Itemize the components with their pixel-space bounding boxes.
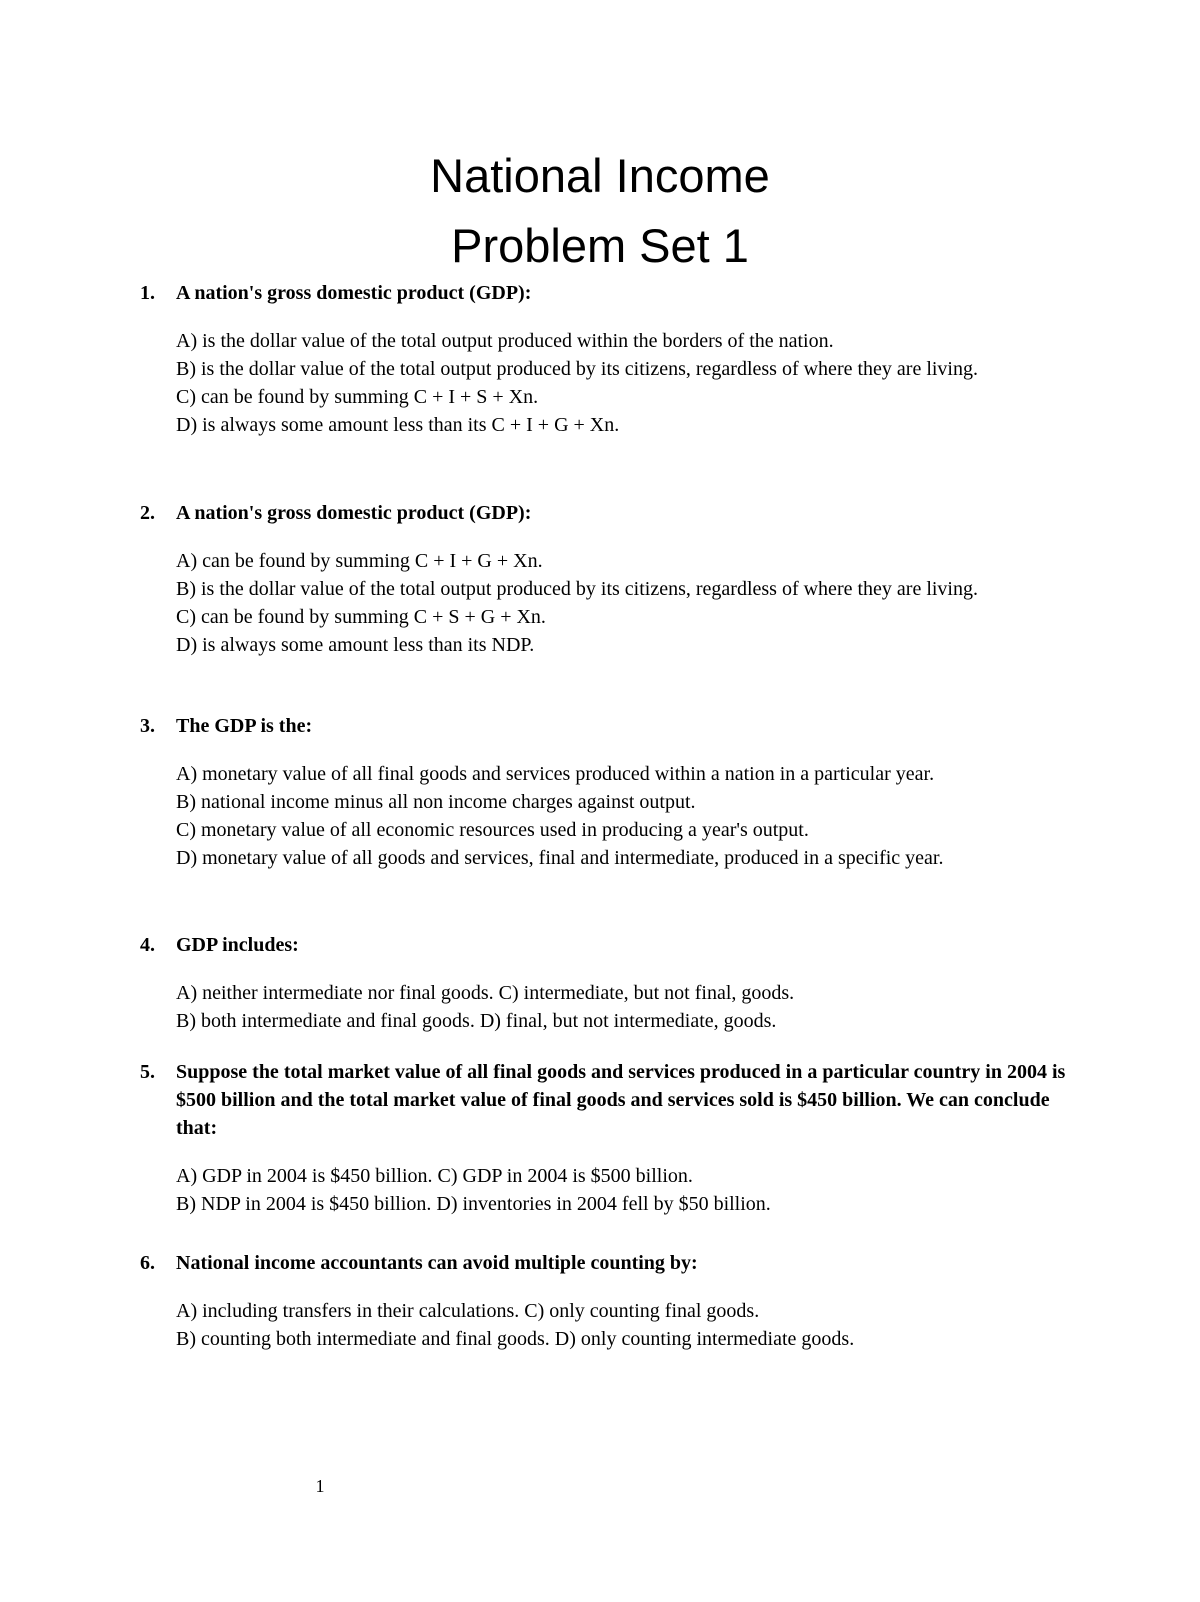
page-number: 1 (315, 1476, 325, 1496)
answer-option-d: D) monetary value of all goods and services, final and intermediate, produced in a specific year. (176, 847, 944, 869)
answer-options (140, 547, 1080, 659)
answer-options (140, 327, 1080, 439)
answer-option-c: C) can be found by summing C + I + S + Xn. (176, 386, 539, 408)
question-prompt: National income accountants can avoid multiple counting by: (176, 1252, 698, 1274)
question-number: 4. (140, 934, 155, 956)
question-number: 5. (140, 1061, 155, 1083)
question-3 (140, 712, 1080, 872)
answer-option-c: C) monetary value of all economic resources used in producing a year's output. (176, 819, 809, 841)
answer-options (140, 1297, 1080, 1353)
question-5 (140, 1058, 1080, 1218)
answer-option-a: A) monetary value of all final goods and services produced within a nation in a particular year. (176, 763, 935, 785)
question-4 (140, 931, 1080, 1035)
answer-option-bd: B) NDP in 2004 is $450 billion. D) inventories in 2004 fell by $50 billion. (176, 1193, 771, 1215)
answer-option-bd: B) counting both intermediate and final goods. D) only counting intermediate goods. (176, 1328, 855, 1350)
answer-option-ac: A) neither intermediate nor final goods. C) intermediate, but not final, goods. (176, 982, 795, 1004)
question-prompt: A nation's gross domestic product (GDP): (176, 282, 532, 304)
answer-option-ac: A) GDP in 2004 is $450 billion. C) GDP in 2004 is $500 billion. (176, 1165, 693, 1187)
answer-option-a: A) is the dollar value of the total output produced within the borders of the nation. (176, 330, 834, 352)
answer-option-b: B) is the dollar value of the total output produced by its citizens, regardless of where they are living. (176, 578, 978, 600)
answer-options (140, 1162, 1080, 1218)
answer-option-b: B) national income minus all non income charges against output. (176, 791, 696, 813)
question-2 (140, 499, 1080, 659)
question-number: 6. (140, 1252, 155, 1274)
question-number: 2. (140, 502, 155, 524)
question-prompt: GDP includes: (176, 934, 299, 956)
answer-option-a: A) can be found by summing C + I + G + Xn. (176, 550, 543, 572)
document-title: National Income (430, 149, 770, 202)
answer-option-ac: A) including transfers in their calculations. C) only counting final goods. (176, 1300, 760, 1322)
answer-options (140, 760, 1080, 872)
answer-option-d: D) is always some amount less than its NDP. (176, 634, 535, 656)
question-prompt: The GDP is the: (176, 715, 313, 737)
question-6 (140, 1249, 1080, 1353)
document-subtitle: Problem Set 1 (451, 219, 749, 272)
question-prompt: Suppose the total market value of all final goods and services produced in a particular country in 2004 is $500 billion and the total market value of final goods and services sold is $450 billion. We can conclude that: (176, 1061, 1066, 1139)
answer-option-bd: B) both intermediate and final goods. D) final, but not intermediate, goods. (176, 1010, 777, 1032)
question-prompt: A nation's gross domestic product (GDP): (176, 502, 532, 524)
answer-option-b: B) is the dollar value of the total output produced by its citizens, regardless of where they are living. (176, 358, 978, 380)
question-1 (140, 279, 1080, 439)
question-number: 3. (140, 715, 155, 737)
answer-options (140, 979, 1080, 1035)
answer-option-c: C) can be found by summing C + S + G + Xn. (176, 606, 546, 628)
question-number: 1. (140, 282, 155, 304)
answer-option-d: D) is always some amount less than its C + I + G + Xn. (176, 414, 620, 436)
